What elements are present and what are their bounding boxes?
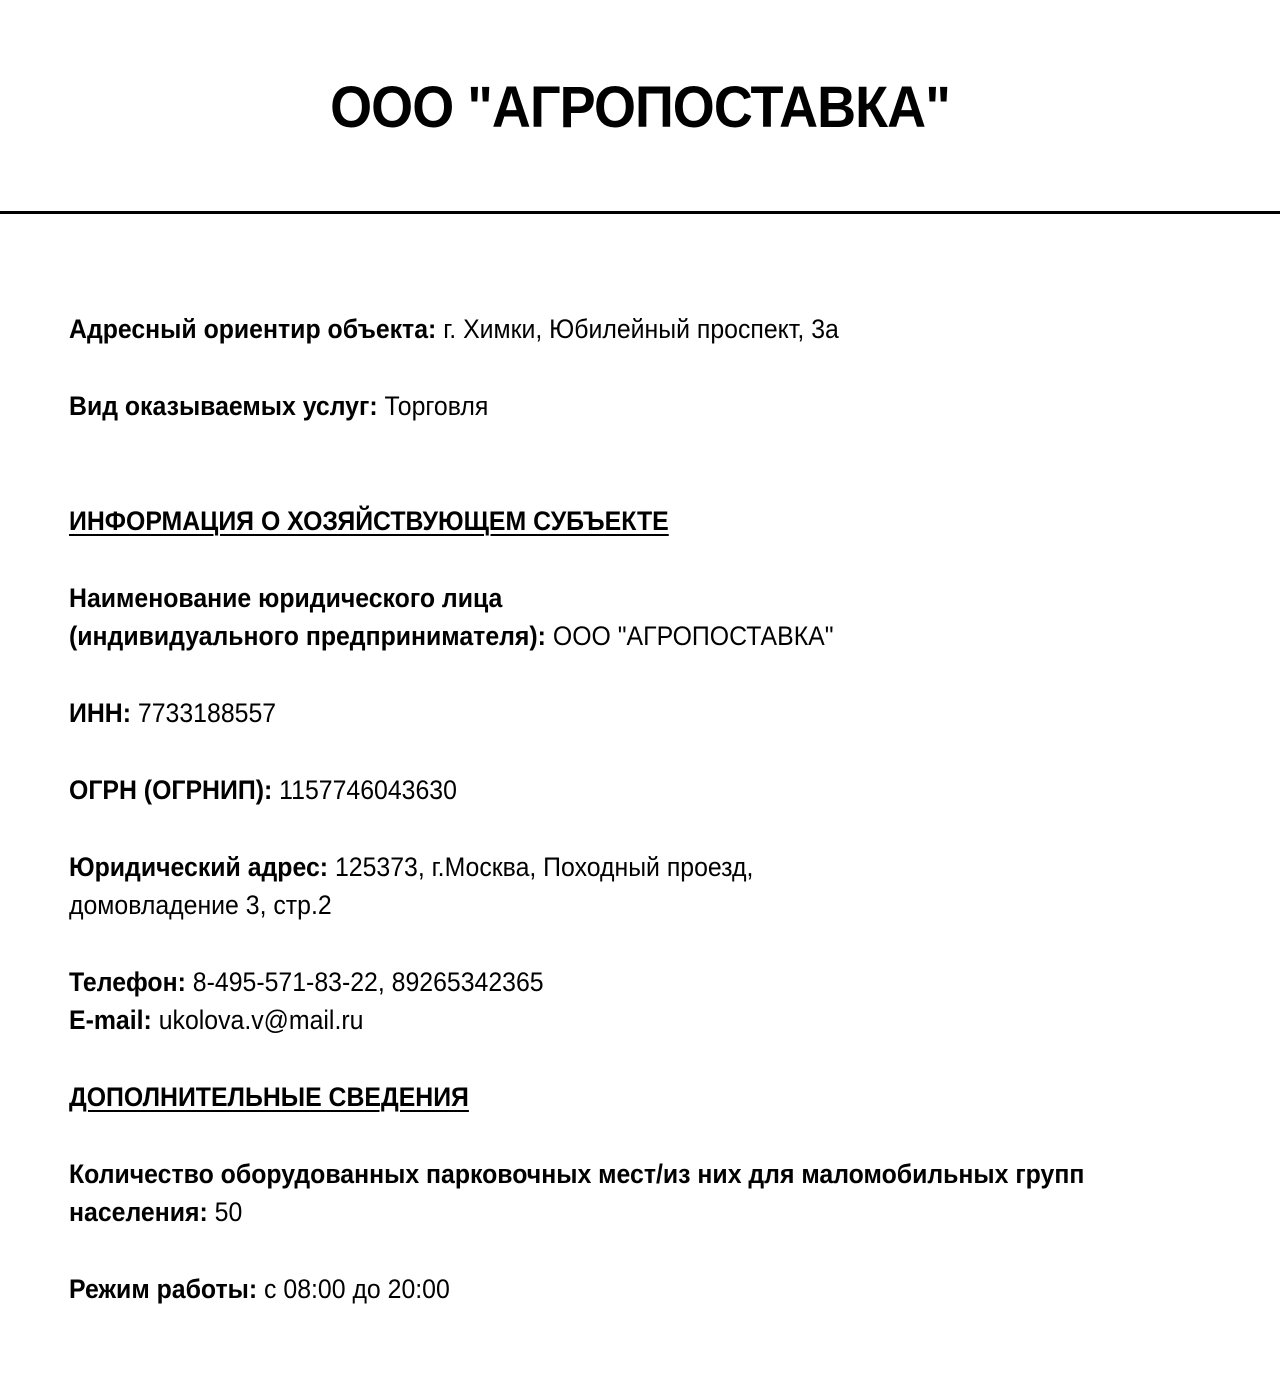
ogrn-value: 1157746043630 (279, 775, 457, 805)
services-value: Торговля (384, 391, 489, 421)
parking-label-line2: населения: (69, 1197, 208, 1227)
email-label: E-mail: (69, 1005, 152, 1035)
phone-value: 8-495-571-83-22, 89265342365 (192, 967, 544, 997)
extra-section-heading: ДОПОЛНИТЕЛЬНЫЕ СВЕДЕНИЯ (69, 1082, 469, 1112)
ogrn-row (69, 771, 457, 809)
parking-row (69, 1193, 242, 1231)
ogrn-label: ОГРН (ОГРНИП): (69, 775, 273, 805)
entity-name-value: ООО "АГРОПОСТАВКА" (552, 621, 834, 651)
phone-row (69, 963, 544, 1001)
email-row (69, 1001, 363, 1039)
page-title: ООО "АГРОПОСТАВКА" (330, 75, 950, 140)
object-address-row (69, 310, 839, 348)
hours-row (69, 1270, 450, 1308)
hours-value: с 08:00 до 20:00 (264, 1274, 450, 1304)
title-divider (0, 211, 1280, 214)
parking-value: 50 (214, 1197, 243, 1227)
object-address-label: Адресный ориентир объекта: (69, 314, 437, 344)
legal-address-value-line2: домовладение 3, стр.2 (69, 890, 332, 920)
entity-name-label-line2: (индивидуального предпринимателя): (69, 621, 546, 651)
inn-row (69, 694, 276, 732)
inn-label: ИНН: (69, 698, 132, 728)
legal-address-label: Юридический адрес: (69, 852, 329, 882)
inn-value: 7733188557 (137, 698, 277, 728)
services-row (69, 387, 488, 425)
entity-section-heading: ИНФОРМАЦИЯ О ХОЗЯЙСТВУЮЩЕМ СУБЪЕКТЕ (69, 506, 669, 536)
parking-label-line1: Количество оборудованных парковочных мест/из них для маломобильных групп (69, 1159, 1085, 1189)
object-address-value: г. Химки, Юбилейный проспект, 3а (443, 314, 839, 344)
legal-address-row (69, 848, 753, 886)
services-label: Вид оказываемых услуг: (69, 391, 378, 421)
email-value: ukolova.v@mail.ru (158, 1005, 364, 1035)
entity-name-label-line1: Наименование юридического лица (69, 583, 503, 613)
phone-label: Телефон: (69, 967, 186, 997)
entity-name-row (69, 617, 834, 655)
hours-label: Режим работы: (69, 1274, 258, 1304)
legal-address-value-line1: 125373, г.Москва, Походный проезд, (334, 852, 754, 882)
